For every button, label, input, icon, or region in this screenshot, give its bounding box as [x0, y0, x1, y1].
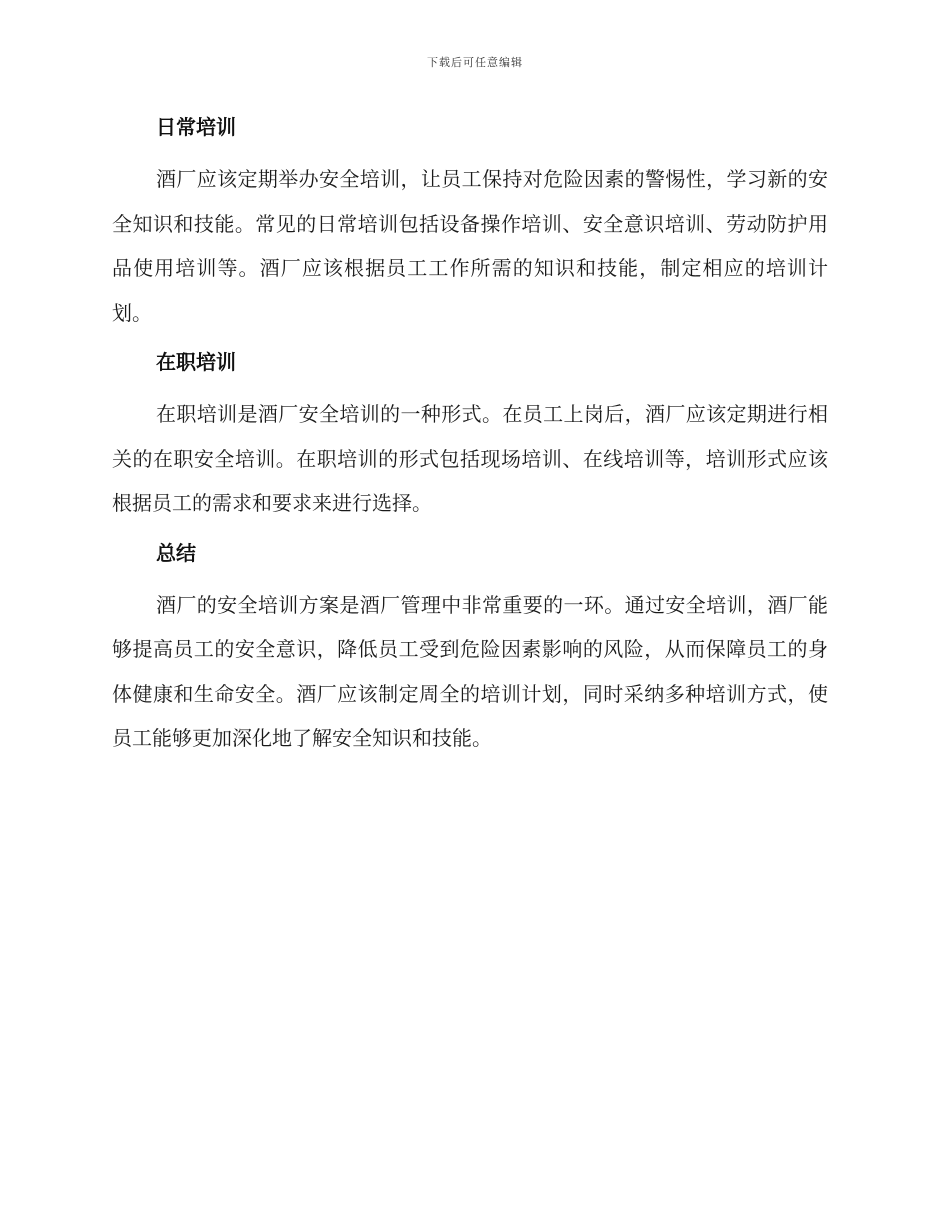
section-summary [112, 538, 828, 761]
section-paragraph: 酒厂应该定期举办安全培训，让员工保持对危险因素的警惕性，学习新的安全知识和技能。常见的日常培训包括设备操作培训、安全意识培训、劳动防护用品使用培训等。酒厂应该根据员工工作所需的知识和技能，制定相应的培训计划。 [112, 167, 828, 325]
section-on-job-training [112, 347, 828, 526]
section-heading: 在职培训 [156, 350, 236, 374]
document-body [112, 112, 828, 773]
section-heading: 日常培训 [156, 115, 236, 139]
section-paragraph: 酒厂的安全培训方案是酒厂管理中非常重要的一环。通过安全培训，酒厂能够提高员工的安全意识，降低员工受到危险因素影响的风险，从而保障员工的身体健康和生命安全。酒厂应该制定周全的培训计划，同时采纳多种培训方式，使员工能够更加深化地了解安全知识和技能。 [112, 592, 828, 750]
section-daily-training [112, 112, 828, 335]
section-heading: 总结 [156, 540, 196, 565]
section-paragraph: 在职培训是酒厂安全培训的一种形式。在员工上岗后，酒厂应该定期进行相关的在职安全培训。在职培训的形式包括现场培训、在线培训等，培训形式应该根据员工的需求和要求来进行选择。 [112, 402, 828, 515]
header-note: 下载后可任意编辑 [427, 56, 523, 69]
